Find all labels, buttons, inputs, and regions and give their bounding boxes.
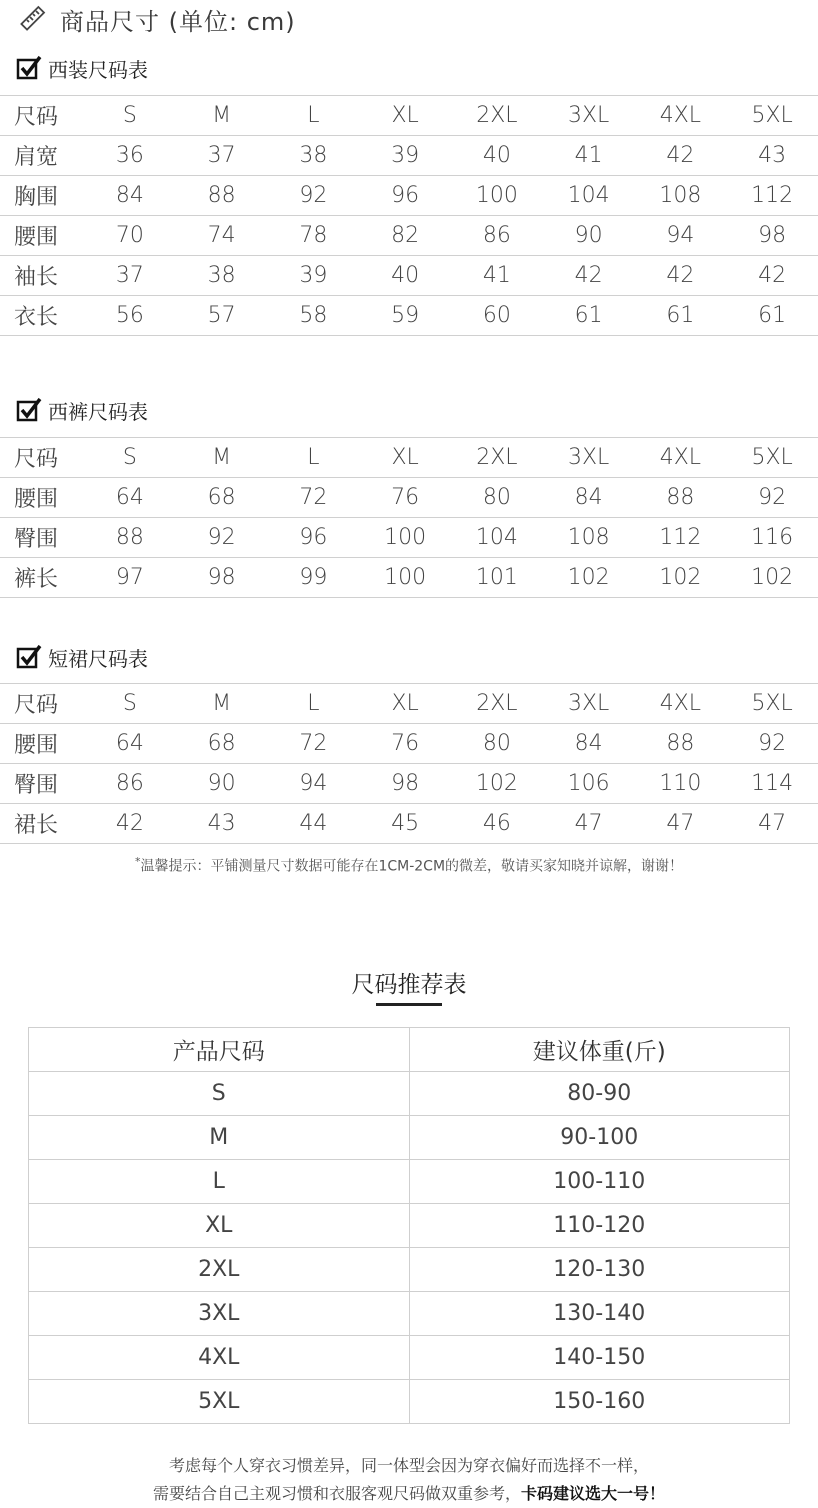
table-row <box>0 558 818 598</box>
page-header <box>18 2 296 36</box>
table-cell: 114 <box>726 764 818 804</box>
table-cell: 108 <box>543 518 635 558</box>
recommend-weight-cell: 130-140 <box>409 1292 790 1336</box>
table-cell: 74 <box>176 216 268 256</box>
table-cell: 60 <box>451 296 543 336</box>
table-cell: L <box>268 96 360 136</box>
table-cell: 101 <box>451 558 543 598</box>
table-row <box>0 764 818 804</box>
recommend-table <box>28 1027 790 1424</box>
trousers-section-title <box>16 395 148 425</box>
skirt-section-title <box>16 642 148 672</box>
table-cell: 58 <box>268 296 360 336</box>
recommend-row <box>29 1072 790 1116</box>
row-label-cell: 裤长 <box>0 558 84 598</box>
table-cell: 4XL <box>635 438 727 478</box>
table-cell: 102 <box>726 558 818 598</box>
row-label-cell: 尺码 <box>0 684 84 724</box>
table-row <box>0 296 818 336</box>
table-cell: 99 <box>268 558 360 598</box>
table-cell: M <box>176 438 268 478</box>
trousers-table-body <box>0 438 818 598</box>
row-label-cell: 腰围 <box>0 216 84 256</box>
table-row <box>0 478 818 518</box>
table-cell: 92 <box>176 518 268 558</box>
suit-size-table <box>0 95 818 336</box>
table-cell: 5XL <box>726 96 818 136</box>
table-cell: 68 <box>176 724 268 764</box>
table-cell: 57 <box>176 296 268 336</box>
table-cell: 76 <box>359 478 451 518</box>
tip-text: 温馨提示：平铺测量尺寸数据可能存在1CM-2CM的微差，敬请买家知晓并谅解，谢谢！ <box>140 858 684 875</box>
row-label-cell: 尺码 <box>0 438 84 478</box>
table-cell: 86 <box>451 216 543 256</box>
table-cell: 64 <box>84 724 176 764</box>
table-header-row <box>0 96 818 136</box>
recommend-size-cell: XL <box>29 1204 410 1248</box>
table-cell: 39 <box>268 256 360 296</box>
table-cell: L <box>268 684 360 724</box>
recommend-size-cell: M <box>29 1116 410 1160</box>
table-cell: 56 <box>84 296 176 336</box>
recommend-header-row <box>29 1028 790 1072</box>
recommend-row <box>29 1248 790 1292</box>
table-cell: 38 <box>268 136 360 176</box>
table-cell: 84 <box>543 724 635 764</box>
table-cell: 76 <box>359 724 451 764</box>
measurement-tip <box>0 855 818 876</box>
recommend-weight-cell: 110-120 <box>409 1204 790 1248</box>
table-cell: 3XL <box>543 438 635 478</box>
table-cell: 96 <box>359 176 451 216</box>
recommend-title-underline <box>376 1003 442 1006</box>
recommend-weight-cell: 100-110 <box>409 1160 790 1204</box>
recommend-row <box>29 1160 790 1204</box>
recommend-weight-cell: 140-150 <box>409 1336 790 1380</box>
recommend-row <box>29 1380 790 1424</box>
table-cell: 102 <box>635 558 727 598</box>
table-cell: 100 <box>451 176 543 216</box>
table-cell: 72 <box>268 724 360 764</box>
table-cell: S <box>84 438 176 478</box>
row-label-cell: 臀围 <box>0 764 84 804</box>
table-cell: 2XL <box>451 438 543 478</box>
table-cell: 42 <box>635 256 727 296</box>
skirt-size-table <box>0 683 818 844</box>
checkbox-icon <box>16 55 42 81</box>
recommend-size-cell: 4XL <box>29 1336 410 1380</box>
table-cell: 92 <box>726 478 818 518</box>
table-cell: 41 <box>451 256 543 296</box>
table-cell: 4XL <box>635 684 727 724</box>
row-label-cell: 裙长 <box>0 804 84 844</box>
table-cell: 88 <box>635 724 727 764</box>
row-label-cell: 衣长 <box>0 296 84 336</box>
row-label-cell: 腰围 <box>0 724 84 764</box>
table-cell: S <box>84 684 176 724</box>
table-cell: 108 <box>635 176 727 216</box>
skirt-title-label: 短裙尺码表 <box>48 646 148 671</box>
recommend-row <box>29 1116 790 1160</box>
table-cell: 2XL <box>451 96 543 136</box>
page-title: 商品尺寸 (单位: cm) <box>60 7 296 36</box>
recommend-header-size: 产品尺码 <box>29 1028 410 1072</box>
table-cell: 94 <box>635 216 727 256</box>
table-cell: 98 <box>176 558 268 598</box>
table-cell: L <box>268 438 360 478</box>
checkbox-icon <box>16 397 42 423</box>
table-cell: 92 <box>726 724 818 764</box>
table-cell: 84 <box>543 478 635 518</box>
recommend-row <box>29 1292 790 1336</box>
table-cell: 37 <box>84 256 176 296</box>
table-cell: 47 <box>543 804 635 844</box>
table-row <box>0 136 818 176</box>
table-cell: S <box>84 96 176 136</box>
table-cell: 80 <box>451 478 543 518</box>
recommend-size-cell: S <box>29 1072 410 1116</box>
table-cell: 44 <box>268 804 360 844</box>
ruler-icon <box>18 5 46 33</box>
table-cell: 78 <box>268 216 360 256</box>
table-cell: 41 <box>543 136 635 176</box>
table-cell: 112 <box>635 518 727 558</box>
recommend-weight-cell: 80-90 <box>409 1072 790 1116</box>
table-cell: 5XL <box>726 438 818 478</box>
row-label-cell: 肩宽 <box>0 136 84 176</box>
table-cell: 90 <box>176 764 268 804</box>
table-cell: 72 <box>268 478 360 518</box>
table-cell: 97 <box>84 558 176 598</box>
table-cell: 82 <box>359 216 451 256</box>
table-cell: 39 <box>359 136 451 176</box>
table-cell: 94 <box>268 764 360 804</box>
table-cell: M <box>176 96 268 136</box>
tip-star: * <box>134 855 141 868</box>
table-cell: 100 <box>359 558 451 598</box>
table-cell: 42 <box>726 256 818 296</box>
table-cell: 4XL <box>635 96 727 136</box>
table-cell: 110 <box>635 764 727 804</box>
recommend-weight-cell: 150-160 <box>409 1380 790 1424</box>
table-cell: 68 <box>176 478 268 518</box>
table-header-row <box>0 438 818 478</box>
footer-line-2-bold: 卡码建议选大一号！ <box>521 1484 666 1503</box>
skirt-table-body <box>0 684 818 844</box>
table-cell: 106 <box>543 764 635 804</box>
table-cell: 88 <box>176 176 268 216</box>
table-cell: 5XL <box>726 684 818 724</box>
row-label-cell: 臀围 <box>0 518 84 558</box>
recommend-size-cell: 3XL <box>29 1292 410 1336</box>
table-row <box>0 724 818 764</box>
table-cell: 40 <box>359 256 451 296</box>
footer-line-1: 考虑每个人穿衣习惯差异，同一体型会因为穿衣偏好而选择不一样， <box>168 1456 649 1475</box>
recommend-size-cell: L <box>29 1160 410 1204</box>
suit-title-label: 西装尺码表 <box>48 57 148 82</box>
recommend-header-weight: 建议体重(斤) <box>409 1028 790 1072</box>
table-cell: 102 <box>543 558 635 598</box>
recommend-title: 尺码推荐表 <box>351 972 467 998</box>
table-cell: 61 <box>635 296 727 336</box>
trousers-title-label: 西裤尺码表 <box>48 399 148 424</box>
table-cell: 80 <box>451 724 543 764</box>
table-cell: 38 <box>176 256 268 296</box>
table-cell: 47 <box>726 804 818 844</box>
table-cell: XL <box>359 684 451 724</box>
table-cell: 98 <box>359 764 451 804</box>
row-label-cell: 胸围 <box>0 176 84 216</box>
footer-line-2-plain: 需要结合自己主观习惯和衣服客观尺码做双重参考， <box>152 1484 521 1503</box>
table-cell: 59 <box>359 296 451 336</box>
recommend-weight-cell: 90-100 <box>409 1116 790 1160</box>
suit-table-body <box>0 96 818 336</box>
table-cell: XL <box>359 96 451 136</box>
table-header-row <box>0 684 818 724</box>
table-cell: 112 <box>726 176 818 216</box>
table-cell: 92 <box>268 176 360 216</box>
table-cell: XL <box>359 438 451 478</box>
table-cell: 96 <box>268 518 360 558</box>
table-cell: 3XL <box>543 96 635 136</box>
table-row <box>0 804 818 844</box>
recommend-weight-cell: 120-130 <box>409 1248 790 1292</box>
table-cell: 70 <box>84 216 176 256</box>
table-cell: 104 <box>543 176 635 216</box>
table-cell: 64 <box>84 478 176 518</box>
table-cell: 42 <box>635 136 727 176</box>
recommend-row <box>29 1204 790 1248</box>
table-cell: 40 <box>451 136 543 176</box>
table-row <box>0 216 818 256</box>
table-row <box>0 176 818 216</box>
table-cell: 36 <box>84 136 176 176</box>
table-cell: 47 <box>635 804 727 844</box>
table-cell: 46 <box>451 804 543 844</box>
table-cell: 104 <box>451 518 543 558</box>
table-cell: 98 <box>726 216 818 256</box>
table-cell: 45 <box>359 804 451 844</box>
recommend-size-cell: 5XL <box>29 1380 410 1424</box>
table-cell: 2XL <box>451 684 543 724</box>
table-cell: 86 <box>84 764 176 804</box>
recommend-table-body <box>29 1028 790 1424</box>
table-cell: 61 <box>726 296 818 336</box>
row-label-cell: 腰围 <box>0 478 84 518</box>
footer-line-2 <box>0 1480 818 1508</box>
table-cell: 42 <box>84 804 176 844</box>
recommend-size-cell: 2XL <box>29 1248 410 1292</box>
table-cell: M <box>176 684 268 724</box>
table-cell: 90 <box>543 216 635 256</box>
table-cell: 42 <box>543 256 635 296</box>
table-cell: 61 <box>543 296 635 336</box>
row-label-cell: 尺码 <box>0 96 84 136</box>
suit-section-title <box>16 53 148 83</box>
table-cell: 37 <box>176 136 268 176</box>
table-cell: 88 <box>84 518 176 558</box>
table-cell: 100 <box>359 518 451 558</box>
trousers-size-table <box>0 437 818 598</box>
row-label-cell: 袖长 <box>0 256 84 296</box>
table-cell: 88 <box>635 478 727 518</box>
table-cell: 84 <box>84 176 176 216</box>
table-row <box>0 256 818 296</box>
table-cell: 3XL <box>543 684 635 724</box>
table-cell: 43 <box>176 804 268 844</box>
recommend-row <box>29 1336 790 1380</box>
table-cell: 43 <box>726 136 818 176</box>
checkbox-icon <box>16 644 42 670</box>
table-row <box>0 518 818 558</box>
table-cell: 102 <box>451 764 543 804</box>
table-cell: 116 <box>726 518 818 558</box>
